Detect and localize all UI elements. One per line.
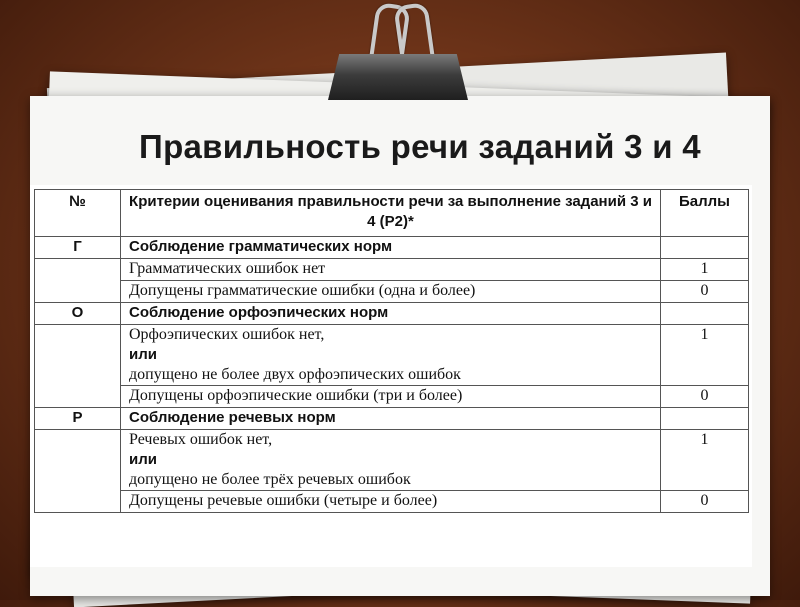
section-score-empty: [661, 303, 749, 325]
criterion-text: Допущены орфоэпические ошибки (три и более): [121, 386, 661, 408]
criterion-score: 0: [661, 386, 749, 408]
criterion-score: 1: [661, 259, 749, 281]
section-row-speech: [35, 408, 749, 430]
table-row: [35, 281, 749, 303]
section-row-orthoepy: [35, 303, 749, 325]
criterion-text-multiline: [121, 325, 661, 386]
table-row: [35, 325, 749, 386]
criterion-text: Допущены грамматические ошибки (одна и более): [121, 281, 661, 303]
table-header-row: [35, 190, 749, 237]
section-heading: Соблюдение грамматических норм: [121, 237, 661, 259]
criterion-line: Речевых ошибок нет,: [129, 431, 273, 448]
header-number: №: [35, 190, 121, 237]
empty-code-cell: [35, 430, 121, 513]
section-code: О: [35, 303, 121, 325]
criterion-score: 0: [661, 281, 749, 303]
page-title: Правильность речи заданий 3 и 4: [139, 128, 701, 165]
empty-code-cell: [35, 325, 121, 408]
criterion-text: Грамматических ошибок нет: [121, 259, 661, 281]
criterion-text: Допущены речевые ошибки (четыре и более): [121, 491, 661, 513]
empty-code-cell: [35, 259, 121, 303]
criterion-or: или: [129, 346, 157, 363]
table-row: [35, 259, 749, 281]
criterion-line: допущено не более двух орфоэпических ошибок: [129, 366, 461, 383]
criteria-table-container: [30, 185, 752, 567]
table-row: [35, 491, 749, 513]
criterion-line: допущено не более трёх речевых ошибок: [129, 471, 411, 488]
criterion-score: 1: [661, 325, 749, 386]
header-score: Баллы: [661, 190, 749, 237]
section-code: Г: [35, 237, 121, 259]
criterion-score: 1: [661, 430, 749, 491]
section-score-empty: [661, 408, 749, 430]
section-code: Р: [35, 408, 121, 430]
criterion-or: или: [129, 451, 157, 468]
criterion-score: 0: [661, 491, 749, 513]
section-heading: Соблюдение речевых норм: [121, 408, 661, 430]
section-heading: Соблюдение орфоэпических норм: [121, 303, 661, 325]
binder-clip-icon: [328, 54, 468, 100]
section-score-empty: [661, 237, 749, 259]
criterion-text-multiline: [121, 430, 661, 491]
table-row: [35, 430, 749, 491]
table-row: [35, 386, 749, 408]
criterion-line: Орфоэпических ошибок нет,: [129, 326, 325, 343]
criteria-table: [34, 189, 749, 513]
header-criteria: Критерии оценивания правильности речи за выполнение заданий 3 и 4 (Р2)*: [121, 190, 661, 237]
section-row-grammar: [35, 237, 749, 259]
